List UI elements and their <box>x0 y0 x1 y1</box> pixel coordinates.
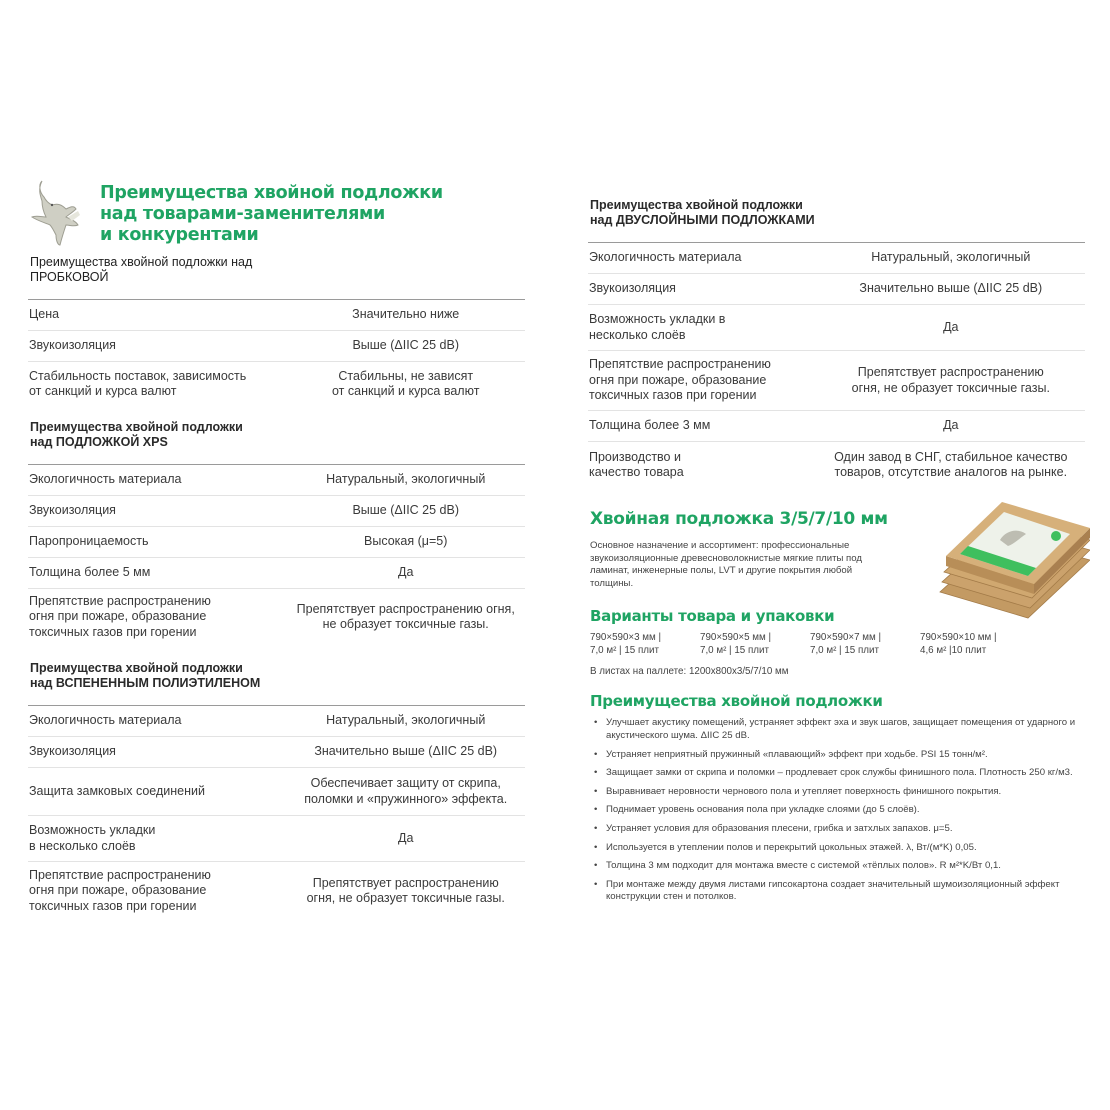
comparison-table <box>28 299 525 406</box>
row-label: Стабильность поставок, зависимость от санкций и курса валют <box>29 368 247 398</box>
table-row <box>588 243 1085 274</box>
list-item <box>590 879 1090 904</box>
table-row <box>28 331 525 362</box>
package-badge-icon <box>1051 531 1061 541</box>
section-heading-line: ПРОБКОВОЙ <box>30 270 109 284</box>
comparison-table <box>28 464 525 645</box>
elephant-logo-icon <box>28 175 96 249</box>
hero-title-line: Преимущества хвойной подложки <box>100 183 443 203</box>
list-item <box>590 767 1090 780</box>
hero-header <box>28 175 525 253</box>
section-heading-line: над ВСПЕНЕННЫМ ПОЛИЭТИЛЕНОМ <box>30 676 261 690</box>
section-heading-line: Преимущества хвойной подложки <box>590 198 803 212</box>
advantage-text: Выравнивает неровности чернового пола и утепляет поверхность финишного покрытия. <box>606 785 1002 797</box>
row-value: Значительно выше (ΔIIC 25 dB) <box>314 744 498 759</box>
section-heading-line: над ДВУСЛОЙНЫМИ ПОДЛОЖКАМИ <box>590 213 815 227</box>
list-item <box>590 842 1090 855</box>
section-vs-xps <box>28 418 525 645</box>
row-value: Выше (ΔIIC 25 dB) <box>352 503 459 518</box>
table-row <box>28 300 525 331</box>
list-item <box>590 823 1090 836</box>
list-item <box>590 717 1090 742</box>
table-row <box>28 496 525 527</box>
product-title: Хвойная подложка 3/5/7/10 мм <box>590 509 888 529</box>
bullet-icon: • <box>594 767 598 779</box>
bullet-icon: • <box>594 785 598 797</box>
table-row <box>28 362 525 406</box>
row-label: Звукоизоляция <box>589 281 676 296</box>
row-label: Звукоизоляция <box>29 503 116 518</box>
advantage-text: Защищает замки от скрипа и поломки – продлевает срок службы финишного пола. Плотность 250 кг/м3. <box>606 767 1073 779</box>
table-row <box>28 768 525 816</box>
table-row <box>28 527 525 558</box>
row-label: Толщина более 5 мм <box>29 565 151 580</box>
table-row <box>28 737 525 768</box>
row-value: Значительно выше (ΔIIC 25 dB) <box>859 281 1043 296</box>
hero-title <box>100 183 443 246</box>
row-label: Препятствие распространению огня при пожаре, образование токсичных газов при горении <box>29 593 211 639</box>
bullet-icon: • <box>594 860 598 872</box>
row-value: Да <box>398 830 414 845</box>
row-value: Препятствует распространению огня, не образует токсичные газы. <box>851 365 1050 395</box>
row-value: Натуральный, экологичный <box>326 472 486 487</box>
advantage-text: Устраняет условия для образования плесени, грибка и затхлых запахов. μ=5. <box>606 822 953 834</box>
table-row <box>588 305 1085 351</box>
row-label: Звукоизоляция <box>29 744 116 759</box>
variant-item: 790×590×5 мм | 7,0 м² | 15 плит <box>700 632 772 656</box>
product-block <box>590 508 1090 910</box>
variant-item: 790×590×3 мм | 7,0 м² | 15 плит <box>590 632 662 656</box>
comparison-table <box>588 242 1085 488</box>
table-row <box>28 706 525 737</box>
section-heading <box>588 196 1085 228</box>
row-label: Защита замковых соединений <box>29 783 205 798</box>
row-value: Натуральный, экологичный <box>871 250 1031 265</box>
section-heading-line: Преимущества хвойной подложки <box>30 420 243 434</box>
row-label: Экологичность материала <box>29 472 182 487</box>
row-value: Препятствует распространению огня, не образует токсичные газы. <box>306 875 505 905</box>
table-row <box>28 558 525 589</box>
pallet-info: В листах на паллете: 1200x800x3/5/7/10 мм <box>590 666 789 678</box>
list-item <box>590 860 1090 873</box>
variant-item: 790×590×7 мм | 7,0 м² | 15 плит <box>810 632 882 656</box>
product-boards-image <box>930 500 1090 620</box>
table-row <box>588 274 1085 305</box>
row-value: Значительно ниже <box>352 307 460 322</box>
advantages-list <box>590 717 1090 904</box>
row-value: Да <box>943 418 959 433</box>
advantage-text: Используется в утеплении полов и перекрытий цокольных этажей. λ, Вт/(м*K) 0,05. <box>606 841 977 853</box>
row-label: Цена <box>29 307 60 322</box>
section-heading-line: над ПОДЛОЖКОЙ XPS <box>30 435 168 449</box>
section-vs-double-layer <box>588 196 1085 488</box>
row-label: Звукоизоляция <box>29 338 116 353</box>
row-label: Экологичность материала <box>29 713 182 728</box>
section-heading <box>28 659 525 691</box>
section-heading <box>28 418 525 450</box>
row-label: Препятствие распространению огня при пожаре, образование токсичных газов при горении <box>29 867 211 913</box>
list-item <box>590 749 1090 762</box>
table-row <box>28 862 525 920</box>
row-value: Обеспечивает защиту от скрипа, поломки и «пружинного» эффекта. <box>304 776 508 806</box>
bullet-icon: • <box>594 804 598 816</box>
right-column <box>588 196 1085 488</box>
comparison-table <box>28 705 525 920</box>
section-heading <box>28 253 525 285</box>
row-label: Препятствие распространению огня при пожаре, образование токсичных газов при горении <box>589 357 771 403</box>
bullet-icon: • <box>594 841 598 853</box>
list-item <box>590 786 1090 799</box>
product-description: Основное назначение и ассортимент: профессиональные звукоизоляционные древесноволокнистые мягкие плиты под ламинат, инженерные полы, LVT и другие покрытия любой толщины. <box>590 540 862 589</box>
advantage-text: Устраняет неприятный пружинный «плавающий» эффект при ходьбе. PSI 15 тонн/м². <box>606 748 988 760</box>
bullet-icon: • <box>594 748 598 760</box>
row-value: Натуральный, экологичный <box>326 713 486 728</box>
table-row <box>28 465 525 496</box>
row-label: Производство и качество товара <box>589 449 684 479</box>
section-vs-polyethylene <box>28 659 525 920</box>
table-row <box>588 351 1085 411</box>
table-row <box>588 411 1085 442</box>
hero-title-line: и конкурентами <box>100 225 259 245</box>
advantage-text: Толщина 3 мм подходит для монтажа вместе с системой «тёплых полов». R м²*K/Вт 0,1. <box>606 860 1001 872</box>
row-value: Да <box>943 319 959 334</box>
table-row <box>28 816 525 862</box>
advantage-text: Поднимает уровень основания пола при укладке слоями (до 5 слоёв). <box>606 804 920 816</box>
variants-list <box>590 632 1090 657</box>
section-heading-line: Преимущества хвойной подложки над <box>30 255 253 269</box>
hero-title-line: над товарами-заменителями <box>100 204 385 224</box>
table-row <box>28 589 525 645</box>
section-vs-cork <box>28 253 525 406</box>
bullet-icon: • <box>594 717 598 729</box>
row-label: Возможность укладки в несколько слоёв <box>29 823 156 853</box>
row-value: Один завод в СНГ, стабильное качество товаров, отсутствие аналогов на рынке. <box>834 449 1068 479</box>
table-row <box>588 442 1085 488</box>
row-value: Высокая (μ=5) <box>364 534 448 549</box>
row-value: Препятствует распространению огня, не образует токсичные газы. <box>296 601 515 631</box>
row-label: Толщина более 3 мм <box>589 418 711 433</box>
list-item <box>590 804 1090 817</box>
variant-item: 790×590×10 мм | 4,6 м² |10 плит <box>920 632 997 656</box>
advantage-text: При монтаже между двумя листами гипсокартона создает значительный шумоизоляционный эффект конструкции стен и потолков. <box>606 878 1060 903</box>
section-heading-line: Преимущества хвойной подложки <box>30 661 243 675</box>
row-label: Экологичность материала <box>589 250 742 265</box>
left-column <box>28 175 525 920</box>
row-value: Стабильны, не зависят от санкций и курса валют <box>332 368 480 398</box>
bullet-icon: • <box>594 878 598 890</box>
row-label: Возможность укладки в несколько слоёв <box>589 312 726 342</box>
row-value: Да <box>398 565 414 580</box>
row-value: Выше (ΔIIC 25 dB) <box>352 338 459 353</box>
variants-title: Варианты товара и упаковки <box>590 607 835 626</box>
row-label: Паропроницаемость <box>29 534 149 549</box>
advantage-text: Улучшает акустику помещений, устраняет эффект эха и звук шагов, защищает помещения от ударного и акустического шума. ΔIIC 25 dB. <box>606 717 1076 741</box>
bullet-icon: • <box>594 822 598 834</box>
advantages-title: Преимущества хвойной подложки <box>590 692 883 711</box>
